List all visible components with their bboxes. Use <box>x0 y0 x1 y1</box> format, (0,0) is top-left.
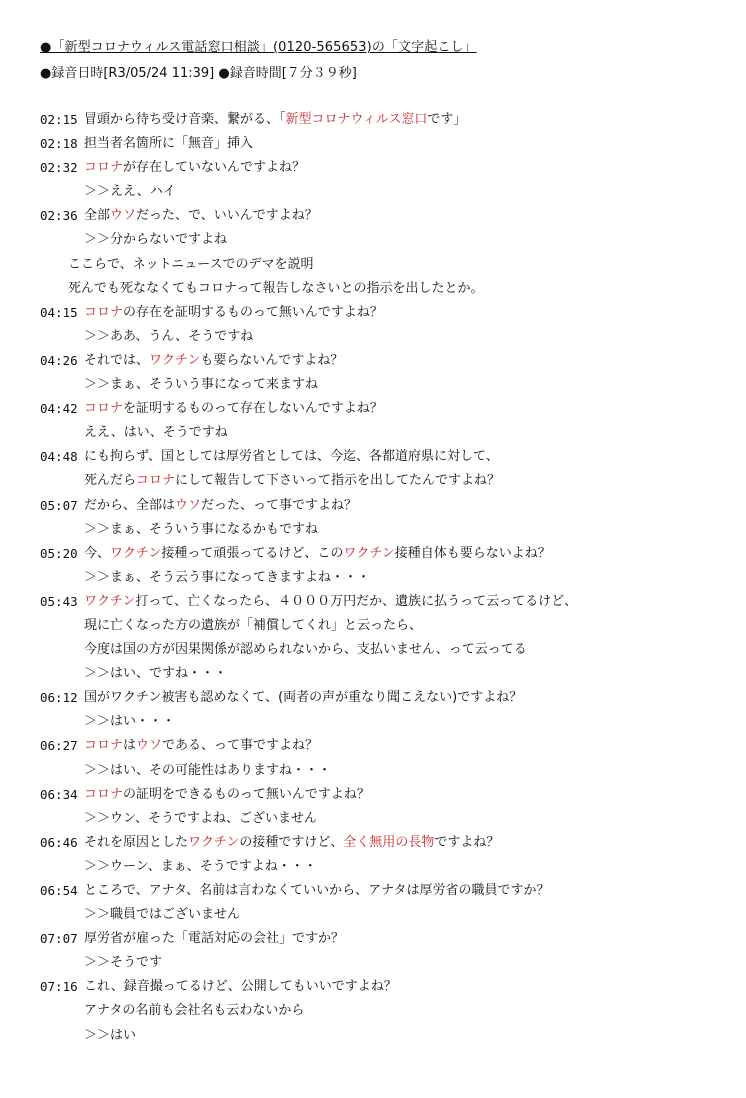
transcript-line <box>40 350 730 374</box>
timestamp: 02:18 <box>40 136 78 152</box>
text-segment: 打って、亡くなったら、４０００万円だか、遺族に払うって云ってるけど、 <box>135 593 578 609</box>
text-segment: ＞＞ウーン、まぁ、そうですよね・・・ <box>84 858 317 874</box>
timestamp: 04:48 <box>40 449 78 465</box>
line-text <box>84 133 253 155</box>
text-segment: です」 <box>427 112 467 127</box>
line-text <box>68 278 483 300</box>
timestamp: 02:15 <box>40 112 78 127</box>
text-segment: である、って事ですよね？ <box>162 738 319 754</box>
text-segment: アナタの名前も会社名も云わないから <box>84 1003 305 1019</box>
transcript-line <box>40 109 730 133</box>
transcript-line <box>40 976 730 1000</box>
transcript-line <box>40 133 730 157</box>
line-text <box>84 543 551 565</box>
highlighted-text: ウソ <box>175 497 202 513</box>
line-text <box>84 205 318 227</box>
text-segment: 全部 <box>84 208 111 224</box>
line-text <box>84 229 227 251</box>
text-segment: ＞＞はい、ですね・・・ <box>84 666 228 682</box>
line-text <box>84 326 253 348</box>
timestamp: 06:54 <box>40 883 78 898</box>
transcript-line <box>40 567 730 591</box>
line-text <box>84 735 318 757</box>
timestamp: 02:32 <box>40 160 78 176</box>
highlighted-text: ワクチン <box>84 593 136 609</box>
text-segment: ここらで、ネットニュースでのデマを説明 <box>68 256 314 272</box>
line-text <box>84 808 317 830</box>
transcript-line <box>40 880 730 904</box>
transcript-line <box>40 326 730 350</box>
text-segment: ＞＞分からないですよね <box>84 232 228 248</box>
line-text <box>84 567 370 589</box>
line-text <box>84 422 228 444</box>
transcript-line <box>40 735 730 759</box>
text-segment: も要らないんですよね？ <box>200 352 344 368</box>
transcript-line <box>40 470 730 494</box>
text-segment: 接種自体も要らないよね？ <box>394 545 551 561</box>
text-segment: ですよね？ <box>434 834 500 850</box>
text-segment: 担当者名箇所に「無音」挿入 <box>84 136 254 152</box>
line-text <box>84 928 344 950</box>
timestamp: 04:26 <box>40 352 78 368</box>
highlighted-text: ウソ <box>110 208 137 224</box>
line-text <box>68 254 313 276</box>
line-text <box>84 711 175 733</box>
line-text <box>84 350 343 372</box>
text-segment: の接種ですけど、 <box>239 834 344 850</box>
transcript-line <box>40 422 730 446</box>
text-segment: が存在していないんですよね？ <box>123 160 306 176</box>
transcript-line <box>40 278 730 302</box>
line-text <box>84 1025 136 1047</box>
highlighted-text: ワクチン <box>188 834 240 850</box>
line-text <box>84 446 499 468</box>
transcript-line <box>40 181 730 205</box>
text-segment: を証明するものって存在しないんですよね？ <box>123 401 383 417</box>
highlighted-text: ワクチン <box>343 545 395 561</box>
timestamp: 07:07 <box>40 931 78 947</box>
transcript-lines <box>40 109 730 1049</box>
transcript-line <box>40 1025 730 1049</box>
text-segment: ＞＞はい、その可能性はありますね・・・ <box>84 762 332 778</box>
text-segment: 死んだら <box>84 473 137 489</box>
text-segment: 今度は国の方が因果関係が認められないから、支払いません、って云ってる <box>84 642 527 658</box>
line-text <box>84 687 522 709</box>
highlighted-text: コロナ <box>84 160 124 176</box>
timestamp: 06:12 <box>40 690 78 706</box>
transcript-line <box>40 687 730 711</box>
transcript-line <box>40 784 730 808</box>
timestamp: 06:27 <box>40 738 78 754</box>
transcript-line <box>40 663 730 687</box>
transcript-line <box>40 205 730 229</box>
timestamp: 05:43 <box>40 593 78 609</box>
highlighted-text: コロナ <box>84 401 124 417</box>
transcript-line <box>40 904 730 928</box>
text-segment: 死んでも死ななくてもコロナって報告しなさいとの指示を出したとか。 <box>68 280 484 296</box>
timestamp: 06:34 <box>40 786 78 802</box>
transcript-line <box>40 229 730 253</box>
line-text <box>84 880 550 902</box>
timestamp: 05:07 <box>40 497 78 513</box>
text-segment: だから、全部は <box>84 497 176 513</box>
text-segment: の存在を証明するものって無いんですよね？ <box>123 304 383 320</box>
line-text <box>84 495 357 517</box>
highlighted-text: コロナ <box>84 738 124 754</box>
text-segment: にも拘らず、国としては厚労省としては、今迄、各都道府県に対して、 <box>84 449 499 465</box>
text-segment: 接種って頑張ってるけど、この <box>161 545 344 561</box>
line-text <box>84 663 227 685</box>
transcript-line <box>40 543 730 567</box>
timestamp: 04:15 <box>40 304 78 320</box>
line-text <box>84 302 383 324</box>
highlighted-text: コロナ <box>136 473 176 489</box>
transcript-line <box>40 374 730 398</box>
transcript-line <box>40 952 730 976</box>
highlighted-text: コロナ <box>84 304 124 320</box>
line-text <box>84 856 317 878</box>
transcript-line <box>40 157 730 181</box>
highlighted-text: ワクチン <box>110 545 162 561</box>
transcript-line <box>40 398 730 422</box>
document-title: ●「新型コロナウィルス電話窓口相談」(0120-565653)の「文字起こし」 <box>40 40 477 55</box>
text-segment: ＞＞はい <box>84 1027 137 1043</box>
text-segment: ＞＞まぁ、そういう事になるかもですね <box>84 521 319 537</box>
transcript-line <box>40 1000 730 1024</box>
highlighted-text: コロナ <box>84 786 124 802</box>
text-segment: 今、 <box>84 545 111 561</box>
transcript-line <box>40 832 730 856</box>
transcript-line <box>40 639 730 663</box>
line-text <box>84 784 370 806</box>
text-segment: それでは、 <box>84 352 150 368</box>
line-text <box>84 904 240 926</box>
recording-meta: ●録音日時[R3/05/24 11:39] ●録音時間[７分３９秒] <box>40 66 357 81</box>
text-segment: これ、録音撮ってるけど、公開してもいいですよね？ <box>84 979 397 995</box>
text-segment: ＞＞ウン、そうですよね、ございません <box>84 810 317 826</box>
text-segment: ＞＞まぁ、そう云う事になってきますよね・・・ <box>84 569 371 585</box>
line-text <box>84 157 305 179</box>
text-segment: ところで、アナタ、名前は言わなくていいから、アナタは厚労省の職員ですか？ <box>84 883 550 898</box>
timestamp: 02:36 <box>40 208 78 224</box>
text-segment: 厚労省が雇った「電話対応の会社」ですか？ <box>84 931 345 947</box>
line-text <box>84 398 383 420</box>
line-text <box>84 109 466 131</box>
highlighted-text: 新型コロナウィルス窓口 <box>285 112 428 127</box>
highlighted-text: 全く無用の長物 <box>343 834 435 850</box>
text-segment: の証明をできるものって無いんですよね？ <box>123 786 370 802</box>
transcript-line <box>40 446 730 470</box>
text-segment: ＞＞ああ、うん、そうですね <box>84 328 254 344</box>
timestamp: 04:42 <box>40 401 78 417</box>
text-segment: ＞＞はい・・・ <box>84 714 176 730</box>
line-text <box>84 832 499 854</box>
text-segment: それを原因とした <box>84 834 189 850</box>
text-segment: ＞＞職員ではございません <box>84 907 241 923</box>
line-text <box>84 760 331 782</box>
transcript-line <box>40 302 730 326</box>
transcript-line <box>40 495 730 519</box>
text-segment: ＞＞そうです <box>84 955 163 971</box>
text-segment: 現に亡くなった方の遺族が「補償してくれ」と云ったら、 <box>84 617 423 633</box>
highlighted-text: ワクチン <box>149 352 201 368</box>
transcript-line <box>40 519 730 543</box>
transcript-line <box>40 760 730 784</box>
line-text <box>84 1000 304 1022</box>
text-segment: ＞＞ええ、ハイ <box>84 184 176 200</box>
transcript-line <box>40 591 730 615</box>
line-text <box>84 470 500 492</box>
text-segment: ええ、はい、そうですね <box>84 425 228 441</box>
text-segment: だった、って事ですよね？ <box>201 497 358 513</box>
line-text <box>84 181 176 203</box>
line-text <box>84 976 397 998</box>
text-segment: にして報告して下さいって指示を出してたんですよね？ <box>175 473 501 489</box>
transcript-line <box>40 254 730 278</box>
timestamp: 05:20 <box>40 545 78 561</box>
line-text <box>84 374 318 396</box>
text-segment: 国がワクチン被害も認めなくて、(両者の声が重なり聞こえない)ですよね？ <box>84 690 523 706</box>
highlighted-text: ウソ <box>136 738 163 754</box>
text-segment: ＞＞まぁ、そういう事になって来ますね <box>84 377 319 393</box>
text-segment: は <box>123 738 137 754</box>
transcript-line <box>40 808 730 832</box>
transcript-line <box>40 711 730 735</box>
transcript-line <box>40 615 730 639</box>
line-text <box>84 519 318 541</box>
timestamp: 06:46 <box>40 834 78 850</box>
line-text <box>84 615 422 637</box>
timestamp: 07:16 <box>40 979 78 995</box>
transcript-line <box>40 928 730 952</box>
line-text <box>84 952 162 974</box>
line-text <box>84 639 527 661</box>
transcript-line <box>40 856 730 880</box>
text-segment: 冒頭から待ち受け音楽、繋がる、「 <box>84 112 286 127</box>
line-text <box>84 591 577 613</box>
text-segment: だった、で、いいんですよね？ <box>136 208 318 224</box>
